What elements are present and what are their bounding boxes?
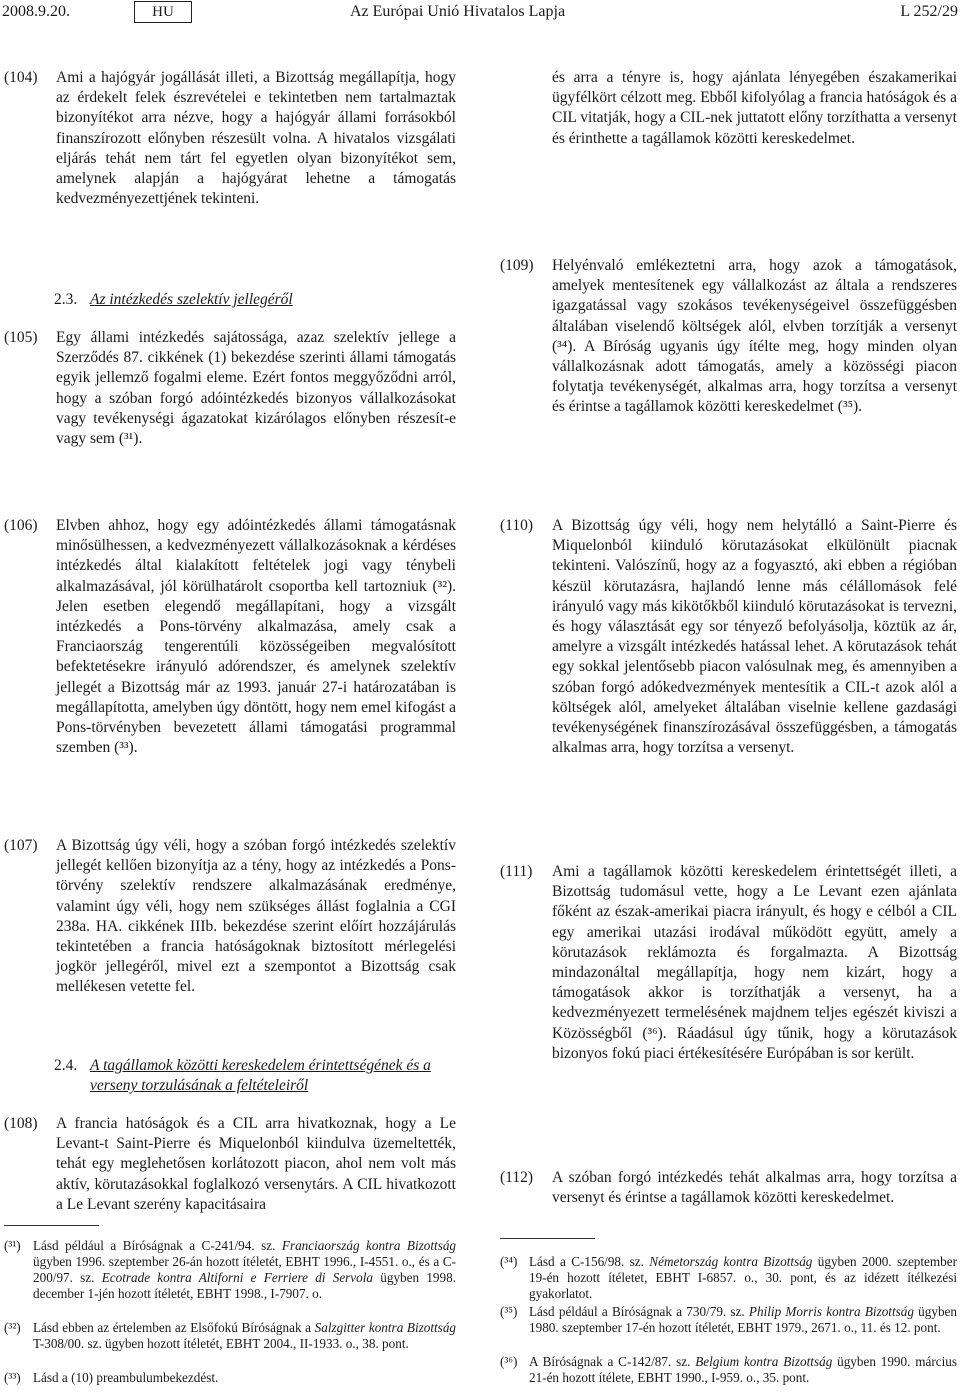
paragraph-number: (108) — [4, 1115, 38, 1132]
section-number: 2.4. — [54, 1057, 78, 1074]
footnote-33 — [4, 1370, 456, 1388]
journal-title: Az Európai Unió Hivatalos Lapja — [350, 3, 566, 20]
paragraph-108 — [4, 1114, 456, 1224]
paragraph-number: (112) — [500, 1169, 533, 1186]
paragraph-text: A Bizottság úgy véli, hogy a szóban forgó intézkedés szelektív jellegét kellően bizonyítja az a tény, hogy az intézkedés a Pons-törvény szelektív rendszere alkalmazásának eredménye, valamint úgy véli, hogy nem szükséges állást foglalnia a CGI 238a. HA. cikkének IIIb. bekezdése szerint előírt hozzájárulás tekintetében a francia hatóságoknak biztosított mérlegelési jogkör jellegéről, mivel ezt a szempontot a Bizottság csak mellékesen vetette fel. — [56, 837, 456, 996]
footnote-text: Lásd a C-156/98. sz. Németország kontra Bizottság ügyben 2000. szeptember 19-én hozott ítéletet, EBHT I-6857. o., 30. pont, és az idézett ítélkezési gyakorlatot. — [529, 1254, 958, 1301]
footnote-number: (³¹) — [4, 1238, 21, 1253]
paragraph-number: (109) — [500, 257, 534, 274]
footnote-34 — [500, 1254, 957, 1302]
footnote-number: (³²) — [4, 1320, 21, 1335]
page-number: L 252/29 — [900, 3, 958, 20]
section-title: Az intézkedés szelektív jellegéről — [90, 291, 293, 308]
paragraph-text: A Bizottság úgy véli, hogy nem helytálló a Saint-Pierre és Miquelonból kiinduló körutazásokat elkülönült piacnak tekinteni. Valószínű, hogy az a fogyasztó, aki ebben a régióban készül körutazásra, hajlandó lenne más célállomások felé irányuló vagy más kikötőkből kiinduló körutazásokat is tervezni, és hogy választását egy sor tényező befolyásolja, köztük az ár, amelyre a vizsgált intézkedés hatással lehet. A körutazások tehát egy sokkal jelentősebb piacon valósulnak meg, és amennyiben a szóban forgó adókedvezmények mentesítik a CIL-t azok alól a költségek alól, amelyeket általában viselnie kellene gazdasági tevékenységének finanszírozásával összefüggésben, a támogatás alkalmas arra, hogy torzítsa a versenyt. — [552, 517, 957, 757]
paragraph-text: A francia hatóságok és a CIL arra hivatkoznak, hogy a Le Levant-t Saint-Pierre és Miquelonból kiindulva üzemeltették, tehát egy meglehetősen korlátozott piacon, ahol nem volt más aktív, körutazásokkal foglalkozó versenytárs. A CIL hivatkozott a Le Levant szerény kapacitásaira — [56, 1115, 456, 1213]
footnote-number: (³⁵) — [500, 1304, 518, 1319]
footnote-text: Lásd a (10) preambulumbekezdést. — [33, 1370, 219, 1385]
footnote-text: Lásd ebben az értelemben az Elsőfokú Bíróságnak a Salzgitter kontra Bizottság T-308/00. sz. ügyben hozott ítéletét, EBHT 2004., II-1933. o., 38. pont. — [33, 1320, 457, 1351]
section-number: 2.3. — [54, 291, 78, 308]
footnote-separator — [500, 1238, 595, 1239]
footnote-35 — [500, 1304, 957, 1352]
footnote-32 — [4, 1320, 456, 1368]
language-badge: HU — [134, 1, 192, 23]
footnote-separator — [4, 1225, 99, 1226]
paragraph-number: (106) — [4, 517, 38, 534]
paragraph-text: Ami a hajógyár jogállását illeti, a Bizottság megállapítja, hogy az érdekelt felek észrevételei e tekintetben nem tartalmaztak bizonyítékot arra nézve, hogy a hajógyár állami forrásokból finanszírozott előnyben részesült volna. A hivatalos vizsgálati eljárás tehát nem tárt fel egyetlen olyan bizonyítékot sem, amelynek alapján a hajógyárat lehetne a támogatás kedvezményezettjének tekinteni. — [56, 69, 456, 208]
footnote-text: A Bíróságnak a C-142/87. sz. Belgium kontra Bizottság ügyben 1990. március 21-én hozott ítélete, EBHT 1990., I-959. o., 35. pont. — [529, 1354, 957, 1385]
paragraph-text: Egy állami intézkedés sajátossága, azaz szelektív jellege a Szerződés 87. cikkének (1) bekezdése szerinti állami támogatás egyik jellemző fogalmi eleme. Ezért fontos meggyőződni arról, hogy a szóban forgó adóintézkedés bizonyos vállalkozásokat vagy tevékenységi ágazatokat kizárólagos előnyben részesít-e vagy sem (³¹). — [56, 329, 456, 448]
paragraph-text: Ami a tagállamok közötti kereskedelem érintettségét illeti, a Bizottság tudomásul vette, hogy a Le Levant ezen ajánlata főként az észak-amerikai piacra irányult, és hogy e célból a CIL egy amerikai utazási irodával működött együtt, amely a körutazások reklámozta és forgalmazta. A Bizottság mindazonáltal megállapítja, hogy nem kizárt, hogy a támogatások akkor is torzíthatják a versenyt, ha a kedvezményezett termelésének majdnem teljes egészét kiviszi a Közösségből (³⁶). Ráadásul úgy tűnik, hogy a körutazások bizonyos fokú piaci értékesítésére Európában is sor került. — [552, 863, 957, 1062]
paragraph-text: Helyénvaló emlékeztetni arra, hogy azok a támogatások, amelyek mentesítenek egy vállalkozást az általa a rendszeres igazgatással vagy szokásos tevékenységeivel összefüggésben általában viselendő költségek alól, elvben torzítják a versenyt (³⁴). A Bíróság ugyanis úgy ítélte meg, hogy minden olyan vállalkozásnak adott támogatás, amely a közösségi piacon folytatja tevékenységét, alkalmas arra, hogy torzítsa a versenyt és érintse a tagállamok közötti kereskedelmet (³⁵). — [552, 257, 957, 416]
paragraph-number: (110) — [500, 517, 533, 534]
paragraph-111 — [500, 862, 957, 1062]
paragraph-110 — [500, 516, 957, 786]
paragraph-number: (111) — [500, 863, 533, 880]
footnote-36 — [500, 1354, 957, 1388]
paragraph-105 — [4, 328, 456, 478]
paragraph-112 — [500, 1168, 957, 1230]
footnote-number: (³⁴) — [500, 1254, 518, 1269]
footnote-number: (³⁶) — [500, 1354, 518, 1369]
paragraph-109 — [500, 256, 957, 436]
paragraph-number: (107) — [4, 837, 38, 854]
footnote-text: Lásd például a Bíróságnak a 730/79. sz. Philip Morris kontra Bizottság ügyben 1980. szeptember 17-én hozott ítéletét, EBHT 1979., 2671. o., 11. és 12. pont. — [529, 1304, 958, 1335]
paragraph-number: (104) — [4, 69, 38, 86]
paragraph-107 — [4, 836, 456, 1026]
paragraph-text: A szóban forgó intézkedés tehát alkalmas arra, hogy torzítsa a versenyt és érintse a tagállamok közötti kereskedelmet. — [552, 1169, 957, 1207]
paragraph-104 — [4, 68, 456, 248]
page-header — [0, 0, 960, 30]
footnote-number: (³³) — [4, 1370, 21, 1385]
paragraph-text: Elvben ahhoz, hogy egy adóintézkedés állami támogatásnak minősülhessen, a kedvezményezett vállalkozásoknak a kérdéses intézkedés által kialakított feltételek jogi vagy ténybeli alkalmazásával, jól körülhatárolt csoportba kell tartozniuk (³²). Jelen esetben elegendő megállapítani, hogy a vizsgált intézkedés a Pons-törvény alkalmazása, amely csak a Franciaország tengerentúli közösségeiben megvalósított befektetésekre irányuló adórendszer, és amelynek szelektív jellegét a Bizottság már az 1993. január 27-i határozatában is megállapította, amelyben úgy döntött, hogy nem emel kifogást a Pons-törvényben bevezetett állami támogatási programmal szemben (³³). — [56, 517, 456, 757]
section-title: A tagállamok közötti kereskedelem érintettségének és a verseny torzulásának a feltételeiről — [90, 1057, 431, 1095]
paragraph-106 — [4, 516, 456, 776]
publication-date: 2008.9.20. — [2, 3, 70, 20]
paragraph-108-continued: és arra a tényre is, hogy ajánlata lényegében északamerikai ügyfélkört célzott meg. Ebből kifolyólag a francia hatóságok és a CIL vitatják, hogy a CIL-nek juttatott előny torzíthatta a versenyt és érinthette a tagállamok közötti kereskedelmet. — [552, 69, 957, 147]
footnote-text: Lásd például a Bíróságnak a C-241/94. sz. Franciaország kontra Bizottság ügyben 1996. szeptember 26-án hozott ítéletét, EBHT 1996., I-4551. o., és a C-200/97. sz. Ecotrade kontra Altiforni e Ferriere di Servola ügyben 1998. december 1-jén hozott ítéletét, EBHT 1998., I-7907. o. — [33, 1238, 457, 1301]
paragraph-number: (105) — [4, 329, 38, 346]
footnote-31 — [4, 1238, 456, 1318]
